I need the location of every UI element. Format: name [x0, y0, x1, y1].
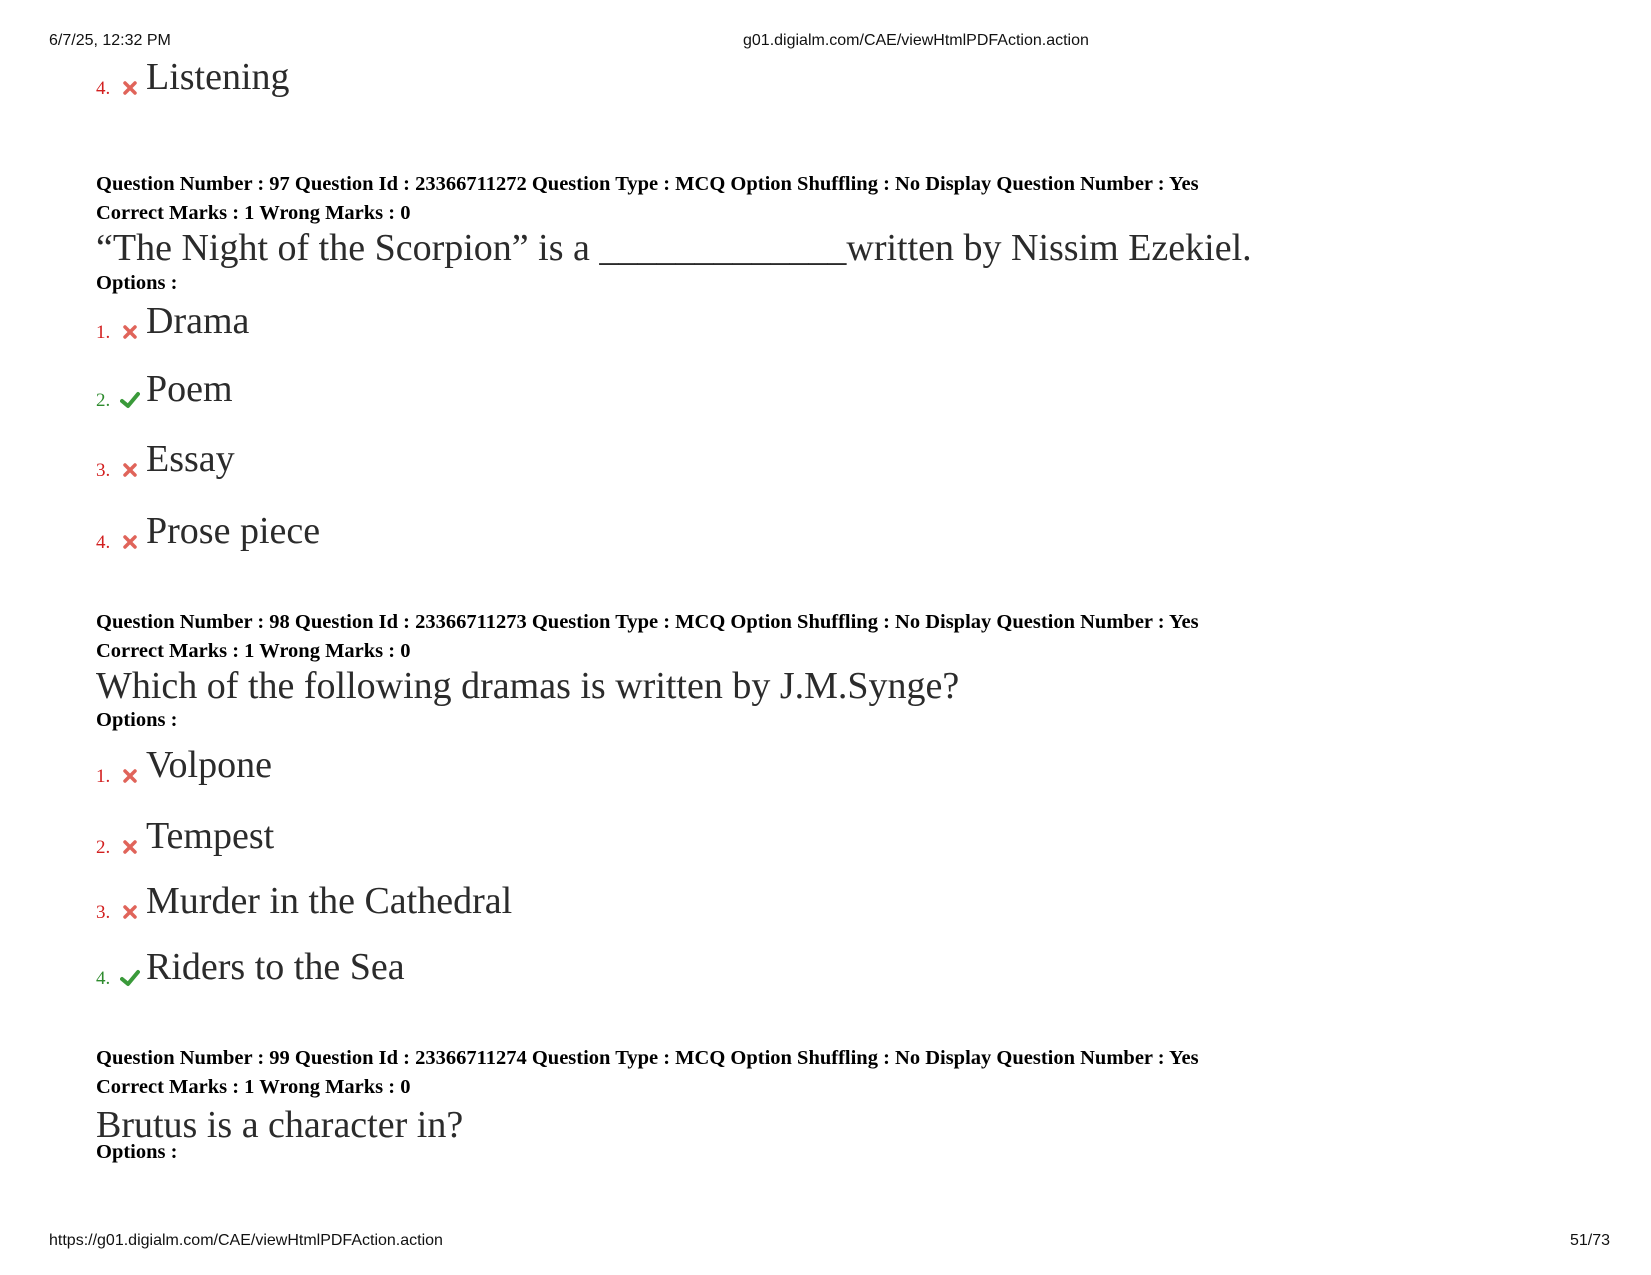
question-text: Which of the following dramas is written by J.M.Synge?: [96, 665, 960, 707]
cross-icon: [120, 322, 140, 342]
cross-icon: [120, 766, 140, 786]
cross-icon: [120, 902, 140, 922]
option-text: Volpone: [146, 744, 272, 786]
option-text: Drama: [146, 300, 250, 342]
option-number: 3.: [96, 460, 111, 481]
question-marks: Correct Marks : 1 Wrong Marks : 0: [96, 1076, 411, 1098]
page-number: 51/73: [1569, 1232, 1610, 1249]
cross-icon: [120, 460, 140, 480]
question-meta: Question Number : 97 Question Id : 23366711272 Question Type : MCQ Option Shuffling : No Display Question Number : Yes: [96, 173, 1199, 195]
print-datetime: 6/7/25, 12:32 PM: [49, 32, 171, 49]
cross-icon: [120, 532, 140, 552]
option-text: Tempest: [146, 815, 275, 857]
option-text: Poem: [146, 368, 233, 410]
checkmark-icon: [120, 968, 140, 988]
option-number: 4.: [96, 968, 111, 989]
question-text: “The Night of the Scorpion” is a _____________written by Nissim Ezekiel.: [96, 227, 1252, 269]
options-label: Options :: [96, 1141, 178, 1163]
option-text: Riders to the Sea: [146, 946, 405, 988]
option-number: 3.: [96, 902, 111, 923]
footer-url: https://g01.digialm.com/CAE/viewHtmlPDFAction.action: [49, 1232, 443, 1249]
print-page-url: g01.digialm.com/CAE/viewHtmlPDFAction.action: [743, 32, 1089, 49]
question-text: Brutus is a character in?: [96, 1104, 464, 1146]
option-number: 4.: [96, 78, 111, 99]
options-label: Options :: [96, 709, 178, 731]
question-meta: Question Number : 99 Question Id : 23366711274 Question Type : MCQ Option Shuffling : No Display Question Number : Yes: [96, 1047, 1199, 1069]
cross-icon: [120, 837, 140, 857]
option-text: Essay: [146, 438, 235, 480]
option-number: 4.: [96, 532, 111, 553]
options-label: Options :: [96, 272, 178, 294]
option-number: 1.: [96, 766, 111, 787]
option-number: 2.: [96, 837, 111, 858]
option-number: 1.: [96, 322, 111, 343]
cross-icon: [120, 78, 140, 98]
option-text: Murder in the Cathedral: [146, 880, 513, 922]
option-number: 2.: [96, 390, 111, 411]
question-meta: Question Number : 98 Question Id : 23366711273 Question Type : MCQ Option Shuffling : No Display Question Number : Yes: [96, 611, 1199, 633]
question-marks: Correct Marks : 1 Wrong Marks : 0: [96, 640, 411, 662]
checkmark-icon: [120, 390, 140, 410]
question-marks: Correct Marks : 1 Wrong Marks : 0: [96, 202, 411, 224]
option-text: Listening: [146, 56, 290, 98]
option-text: Prose piece: [146, 510, 321, 552]
